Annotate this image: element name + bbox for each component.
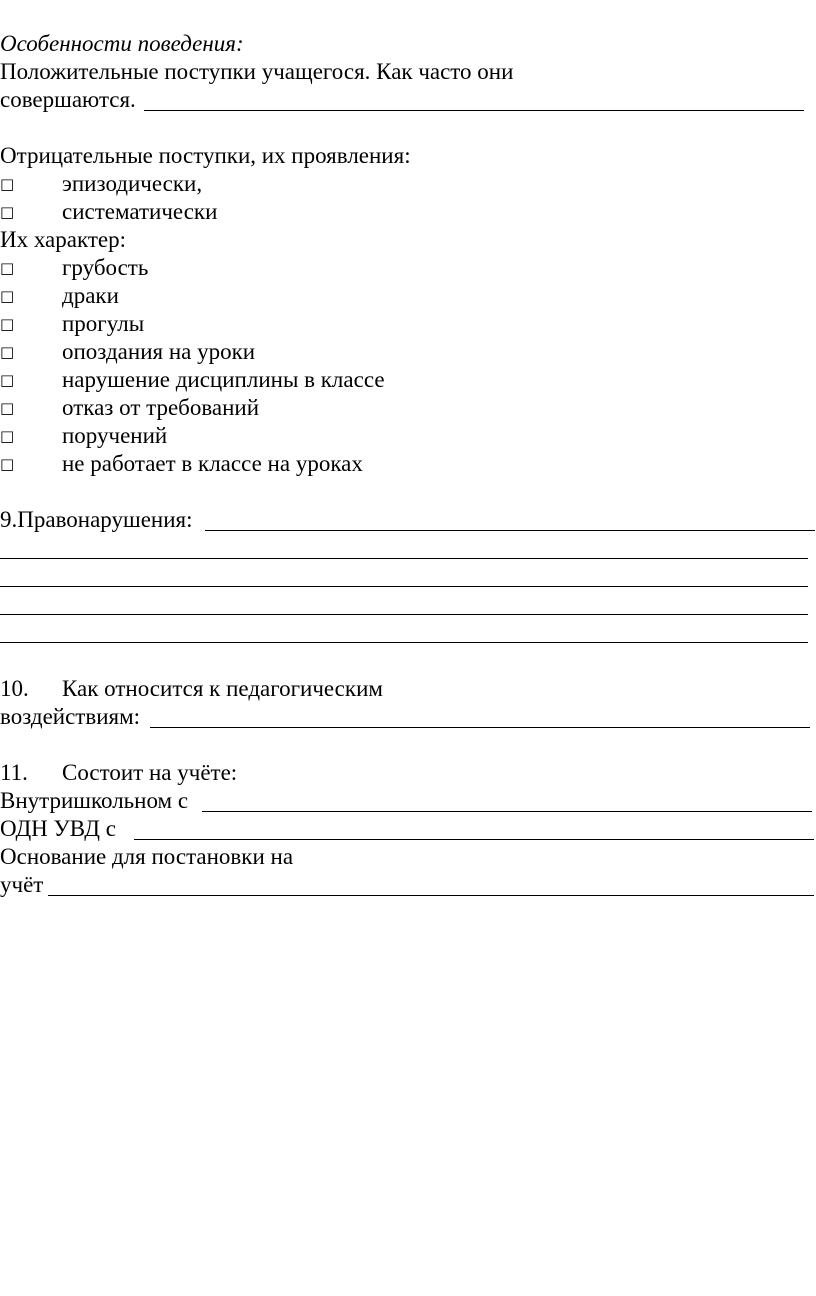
checkbox-icon[interactable]: □ bbox=[0, 259, 15, 277]
registration-basis-answer-line[interactable] bbox=[48, 895, 814, 896]
police-registry-label: ОДН УВД с bbox=[0, 816, 116, 841]
positive-acts-question: Положительные поступки учащегося. Как часто они bbox=[0, 59, 514, 84]
option-label: не работает в классе на уроках bbox=[62, 451, 363, 476]
behavior-heading: Особенности поведения: bbox=[0, 31, 244, 56]
item-number: 10. bbox=[0, 676, 29, 701]
offenses-answer-line-1[interactable] bbox=[205, 530, 815, 531]
option-label: систематически bbox=[62, 199, 218, 224]
offenses-answer-line-3[interactable] bbox=[0, 586, 808, 587]
character-option-truancy[interactable] bbox=[0, 310, 816, 338]
option-label: отказ от требований bbox=[62, 395, 260, 420]
positive-acts-question-cont: совершаются. bbox=[0, 87, 136, 112]
school-registry-label: Внутришкольном с bbox=[0, 788, 189, 813]
checkbox-icon[interactable]: □ bbox=[0, 399, 15, 417]
checkbox-icon[interactable]: □ bbox=[0, 427, 15, 445]
character-title: Их характер: bbox=[0, 227, 126, 252]
pedagogical-answer-line[interactable] bbox=[150, 727, 810, 728]
police-registry-answer-line[interactable] bbox=[134, 839, 814, 840]
character-option-lateness[interactable] bbox=[0, 338, 816, 366]
pedagogical-question-text: Как относится к педагогическим bbox=[62, 676, 383, 701]
checkbox-icon[interactable]: □ bbox=[0, 371, 15, 389]
offenses-answer-line-4[interactable] bbox=[0, 614, 808, 615]
option-label: поручений bbox=[62, 423, 168, 448]
option-label: драки bbox=[62, 283, 119, 308]
option-label: эпизодически, bbox=[62, 171, 203, 196]
character-option-refusal[interactable] bbox=[0, 394, 816, 422]
checkbox-icon[interactable]: □ bbox=[0, 315, 15, 333]
checkbox-icon[interactable]: □ bbox=[0, 203, 15, 221]
item-number: 11. bbox=[0, 760, 28, 785]
checkbox-icon[interactable]: □ bbox=[0, 455, 15, 473]
offenses-answer-line-5[interactable] bbox=[0, 642, 808, 643]
frequency-option-systematic[interactable] bbox=[0, 198, 816, 226]
character-option-not-working[interactable] bbox=[0, 450, 816, 478]
option-label: прогулы bbox=[62, 311, 145, 336]
positive-acts-answer-line[interactable] bbox=[144, 110, 804, 111]
option-label: нарушение дисциплины в классе bbox=[62, 367, 385, 392]
negative-acts-title: Отрицательные поступки, их проявления: bbox=[0, 143, 411, 168]
pedagogical-question-cont: воздействиям: bbox=[0, 704, 141, 729]
character-option-assignments[interactable] bbox=[0, 422, 816, 450]
school-registry-answer-line[interactable] bbox=[202, 811, 812, 812]
offenses-label: 9.Правонарушения: bbox=[0, 507, 193, 532]
pedagogical-question bbox=[0, 675, 816, 703]
option-label: опоздания на уроки bbox=[62, 339, 256, 364]
registration-title-text: Состоит на учёте: bbox=[62, 760, 238, 785]
character-option-discipline[interactable] bbox=[0, 366, 816, 394]
registration-basis-label: Основание для постановки на bbox=[0, 844, 294, 869]
frequency-option-episodic[interactable] bbox=[0, 170, 816, 198]
checkbox-icon[interactable]: □ bbox=[0, 287, 15, 305]
checkbox-icon[interactable]: □ bbox=[0, 343, 15, 361]
character-option-fights[interactable] bbox=[0, 282, 816, 310]
checkbox-icon[interactable]: □ bbox=[0, 175, 15, 193]
offenses-answer-line-2[interactable] bbox=[0, 558, 808, 559]
option-label: грубость bbox=[62, 255, 149, 280]
character-option-rudeness[interactable] bbox=[0, 254, 816, 282]
registration-title bbox=[0, 759, 816, 787]
registration-basis-label-cont: учёт bbox=[0, 872, 44, 897]
